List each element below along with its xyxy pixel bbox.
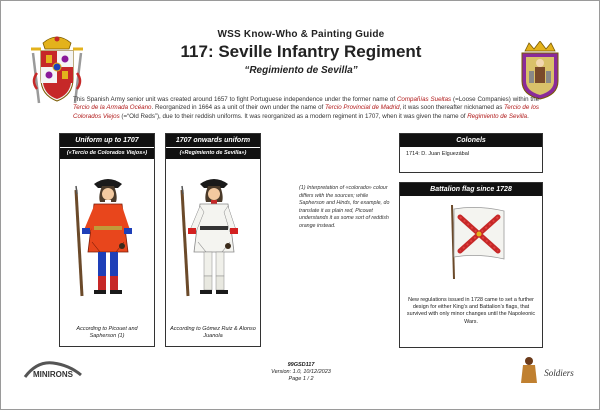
panel-title: Colonels <box>456 137 486 144</box>
link-regimiento-sevilla: Regimiento de Sevilla <box>467 112 528 120</box>
soldiers-logo <box>519 355 579 387</box>
publisher-logo <box>23 359 83 381</box>
soldiers-logo-text: Soldiers <box>544 368 574 378</box>
battalion-flag-illustration <box>448 205 508 279</box>
panel-header <box>60 134 154 159</box>
version-text: Version: 1.0, 10/12/2023 <box>271 369 331 375</box>
panel-caption: According to Picouet and Sapherson (1) <box>76 326 138 339</box>
guide-title: WSS Know-Who & Painting Guide <box>217 29 385 40</box>
panel-caption: According to Gómez Ruiz & Alonso Juanola <box>170 326 256 339</box>
intro-paragraph: This Spanish Army senior unit was created around 1657 to fight Portuguese independence under the former name of Compañías Sueltas (=Loose Companies) within the Tercio de la Armada Océano. Reorganized in 1664 as a unit of their own under the name of Tercio Provincial de Madrid, it was soon thereafter nicknamed as Tercio de los Colorados Viejos (=“Old Reds”), due to their reddish uniforms. It was reorganized as a modern regiment in 1707, when it was given the name of Regimiento de Sevilla. <box>73 96 540 120</box>
panel-header <box>400 134 542 147</box>
document-code: 99GSD117 <box>287 362 315 368</box>
soldier-figure-white <box>176 172 252 304</box>
link-tercio-armada: Tercio de la Armada Océano <box>73 104 152 112</box>
panel-subtitle: («Tercio de Colorados Viejos») <box>60 147 154 159</box>
footer-info <box>201 362 401 383</box>
seville-coat-of-arms <box>517 41 563 101</box>
panel-subtitle: («Regimiento de Sevilla») <box>166 147 260 159</box>
page-header <box>91 29 511 76</box>
link-companias-sueltas: Compañías Sueltas <box>396 96 452 103</box>
colonel-entry: 1714: D. Juan Elguezábal <box>406 151 469 157</box>
panel-title: Uniform up to 1707 <box>75 137 139 144</box>
regiment-subtitle: “Regimiento de Sevilla” <box>244 65 358 76</box>
panel-header <box>166 134 260 159</box>
colonels-panel <box>399 133 543 173</box>
link-colorados-viejos: Tercio de los Colorados Viejos <box>73 104 539 120</box>
regiment-title: 117: Seville Infantry Regiment <box>180 42 422 61</box>
link-tercio-madrid: Tercio Provincial de Madrid <box>325 104 400 112</box>
uniform-post-1707-panel <box>165 133 261 347</box>
flag-caption: New regulations issued in 1728 came to set a further design for either King’s and Battalion’s flags, that survived with only minor changes until the Napoleonic Wars. <box>406 297 536 325</box>
uniform-pre-1707-panel <box>59 133 155 347</box>
panel-header <box>400 183 542 196</box>
panel-title: Battalion flag since 1728 <box>430 186 512 193</box>
panel-title: 1707 onwards uniform <box>175 137 251 144</box>
publisher-logo-text: MINIRONS <box>33 370 73 379</box>
footnote: (1) Interpretation of «colorado» colour differs with the sources; while Sapherson and Hinds, for example, do translate it as plain red, Picouet understands it as some sort of reddish orange instead. <box>299 185 390 229</box>
battalion-flag-panel <box>399 182 543 348</box>
soldier-figure-red <box>70 172 146 304</box>
page-number: Page 1 / 2 <box>288 376 314 382</box>
